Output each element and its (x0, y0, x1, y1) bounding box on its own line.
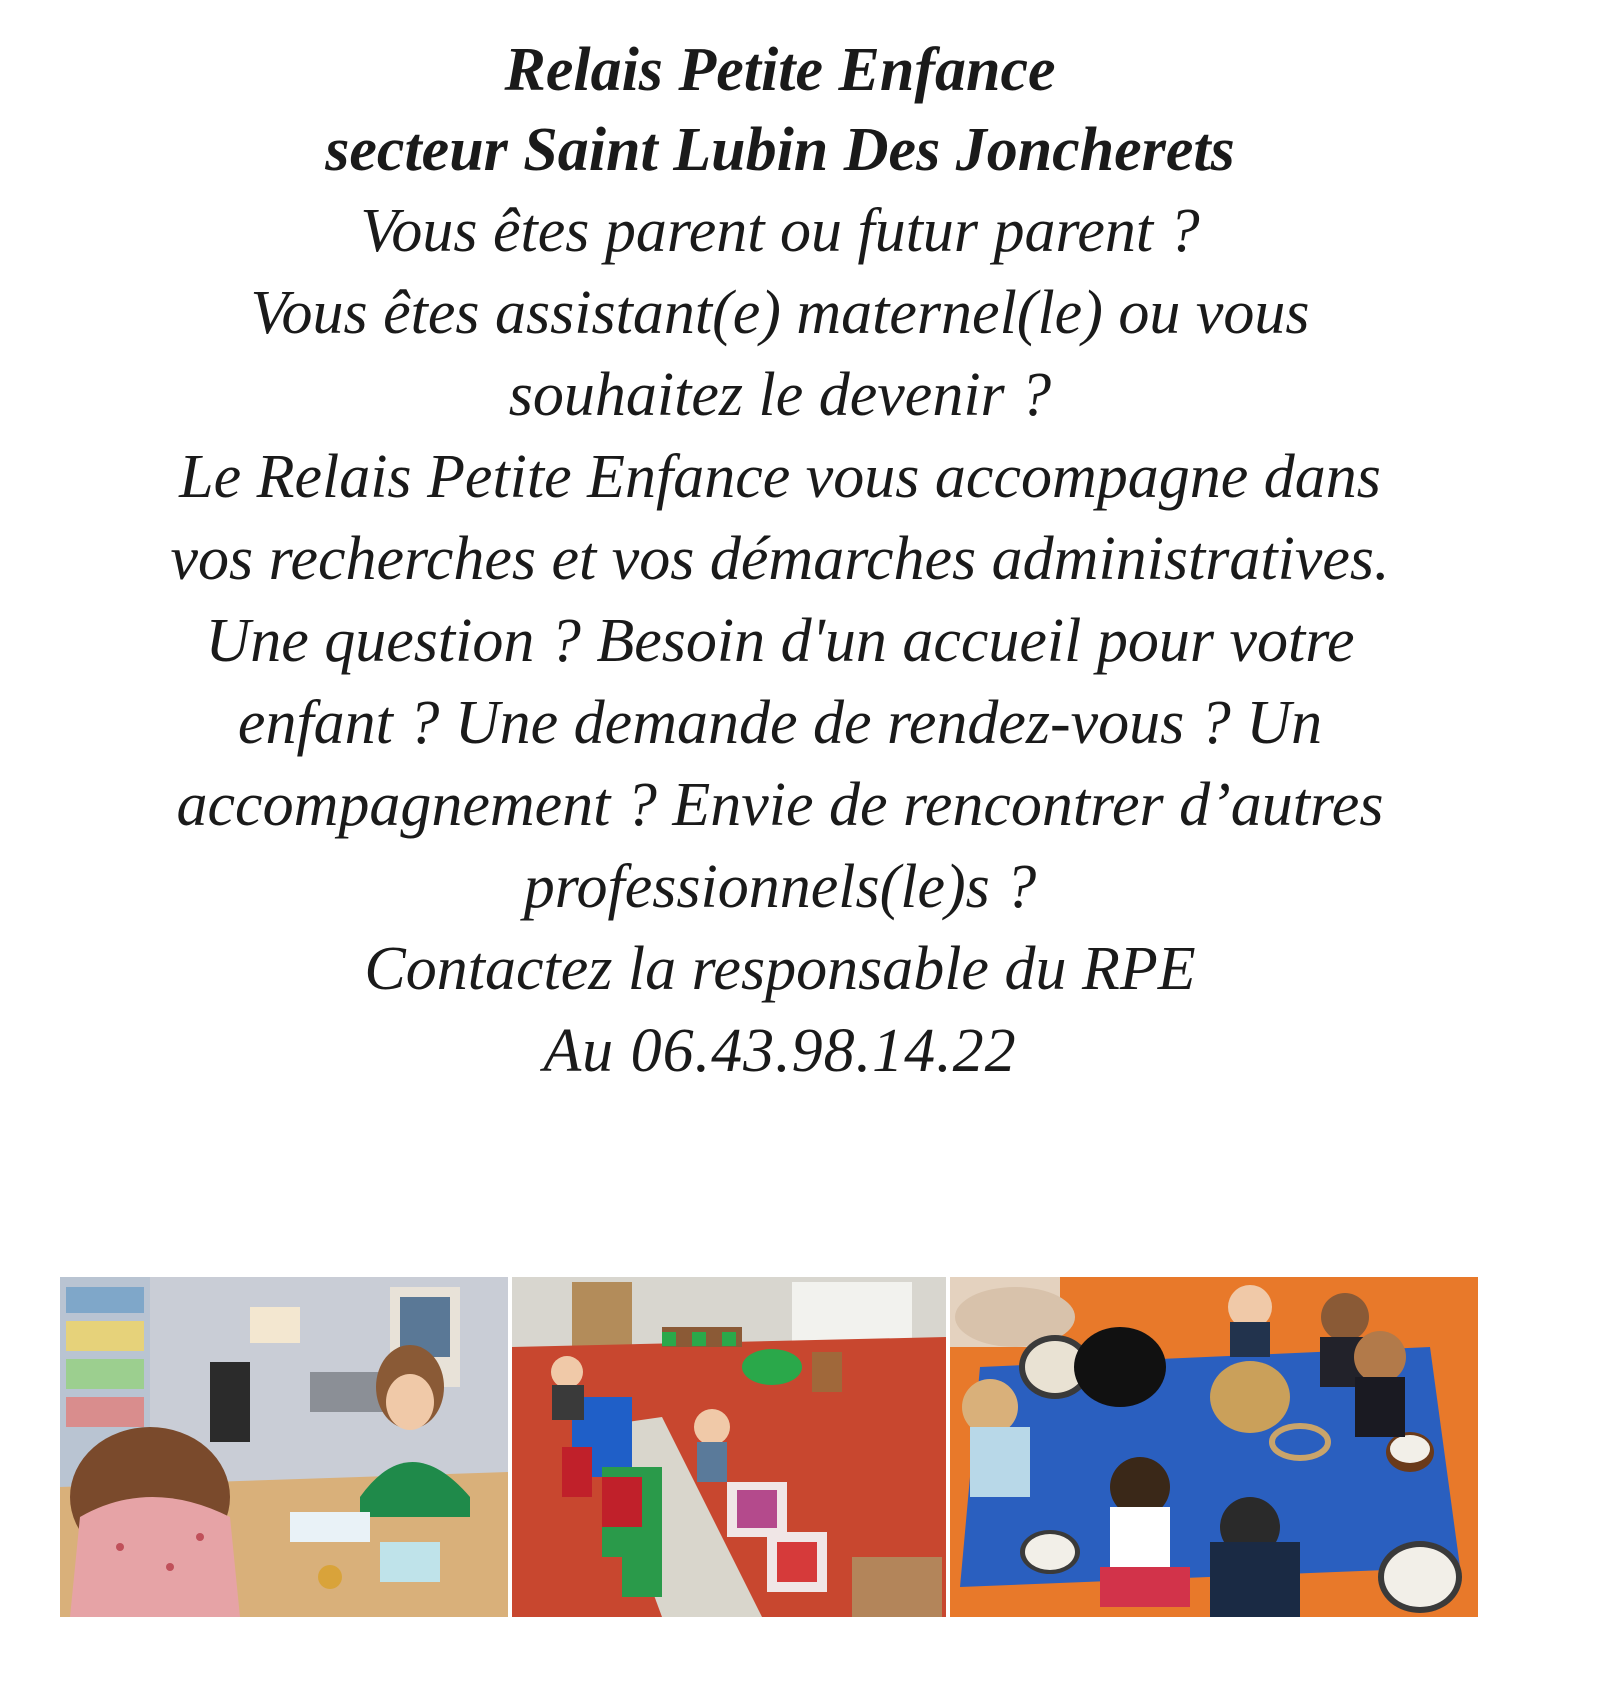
text-line: Vous êtes parent ou futur parent ? (360, 197, 1200, 265)
text-line: accompagnement ? Envie de rencontrer d’autres (176, 771, 1384, 839)
text-line: Une question ? Besoin d'un accueil pour votre (205, 607, 1355, 675)
text-line: souhaitez le devenir ? (508, 361, 1052, 429)
playroom-photo (512, 1277, 946, 1617)
music-activity-illustration (950, 1277, 1478, 1617)
playroom-illustration (512, 1277, 946, 1617)
office-meeting-photo (60, 1277, 508, 1617)
text-line: Le Relais Petite Enfance vous accompagne dans (179, 443, 1381, 511)
text-line: professionnels(le)s ? (523, 853, 1037, 921)
photo-strip (60, 1277, 1478, 1617)
phone-number: Au 06.43.98.14.22 (543, 1017, 1017, 1085)
text-line: enfant ? Une demande de rendez-vous ? Un (237, 689, 1323, 757)
flyer-title: Relais Petite Enfance (504, 36, 1056, 104)
music-activity-photo (950, 1277, 1478, 1617)
flyer-subtitle: secteur Saint Lubin Des Joncherets (325, 116, 1235, 184)
contact-line: Contactez la responsable du RPE (364, 935, 1196, 1003)
text-line: vos recherches et vos démarches administratives. (170, 525, 1390, 593)
text-line: Vous êtes assistant(e) maternel(le) ou vous (250, 279, 1310, 347)
flyer-text (0, 30, 1560, 1092)
office-meeting-illustration (60, 1277, 508, 1617)
